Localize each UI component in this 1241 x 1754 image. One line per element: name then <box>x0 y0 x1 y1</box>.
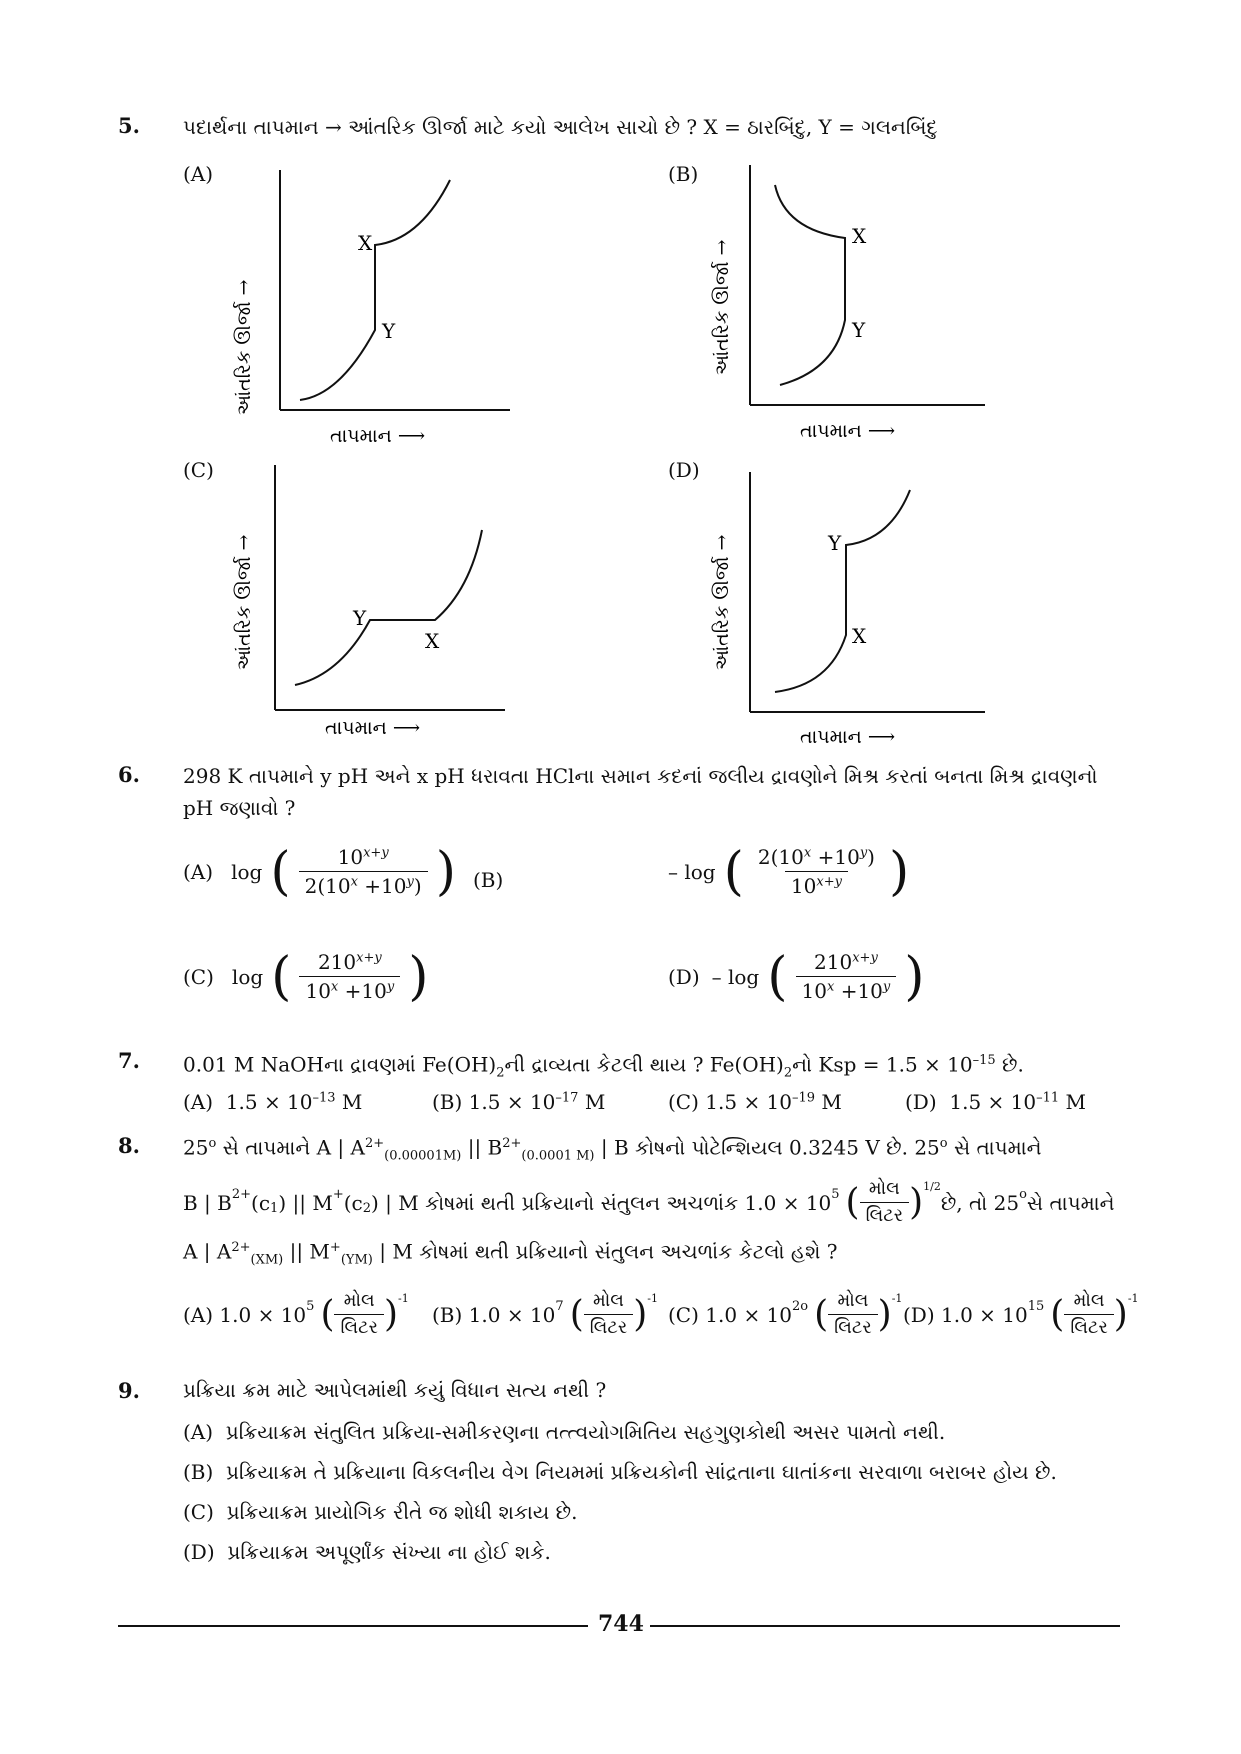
unit-fraction: $\frac{\text{મોલ}}{\text{લિટર}}$ <box>860 1178 909 1227</box>
option-b[interactable]: (B) પ્રક્રિયાક્રમ તે પ્રક્રિયાના વિકલનીય વેગ નિયમમાં પ્રક્રિયકોની સાંદ્રતાના ઘાતાંકના સરવાળા બરાબર હોય છે. <box>183 1460 1057 1484</box>
x-axis-label: તાપમાન ⟶ <box>800 726 896 748</box>
footer-rule-right <box>650 1625 1120 1627</box>
curve <box>300 180 450 400</box>
option-a[interactable]: (A) પ્રક્રિયાક્રમ સંતુલિત પ્રક્રિયા-સમીકરણના તત્ત્વયોગમિતિય સહગુણકોથી અસર પામતો નથી. <box>183 1420 946 1444</box>
curve <box>775 490 910 692</box>
question-text: પદાર્થના તાપમાન → આંતરિક ઊર્જા માટે કયો આલેખ સાચો છે ? X = ઠારબિંદુ, Y = ગલનબિંદુ <box>183 115 938 139</box>
option-b[interactable]: – log ( $\frac{2(10^x +10^y)}{10^{x+y}}$ ) <box>668 841 910 902</box>
option-d[interactable]: (D) પ્રક્રિયાક્રમ અપૂર્ણાંક સંખ્યા ના હોઈ શકે. <box>183 1540 551 1564</box>
y-axis-label: આંતરિક ઊર્જા → <box>233 279 255 415</box>
point-x: X <box>425 629 440 653</box>
point-x: X <box>358 231 373 255</box>
x-axis-label: તાપમાન ⟶ <box>330 425 426 447</box>
question-text: પ્રક્રિયા ક્રમ માટે આપેલમાંથી કયું વિધાન સત્ય નથી ? <box>183 1378 607 1402</box>
option-b[interactable]: (B) $1.5 \times 10^{-17}$ M <box>432 1090 606 1114</box>
footer-rule-left <box>118 1625 588 1627</box>
option-a[interactable]: (A) log ( $\frac{10^{x+y}}{2(10^x +10^y)}$ ) <box>183 841 456 902</box>
option-d[interactable]: (D) – log ( $\frac{210^{x+y}}{10^x +10^y}$ ) <box>668 946 925 1007</box>
point-y: Y <box>828 531 842 555</box>
point-y: Y <box>382 319 396 343</box>
fraction: $\frac{10^{x+y}}{2(10^x +10^y)}$ <box>299 845 428 898</box>
question-text-line1: 298 K તાપમાને y pH અને x pH ધરાવતા HClના સમાન કદનાં જલીય દ્રાવણોને મિશ્ર કરતાં બનતા મિશ્ર દ્રાવણનો <box>183 764 1098 788</box>
option-c[interactable]: (C) log ( $\frac{210^{x+y}}{10^x +10^y}$ ) <box>183 946 429 1007</box>
curve <box>295 530 482 685</box>
page-number: 744 <box>598 1611 644 1637</box>
question-number: 6. <box>118 762 140 787</box>
x-axis-label: તાપમાન ⟶ <box>325 717 421 739</box>
option-c[interactable]: (C) $1.5 \times 10^{-19}$ M <box>668 1090 842 1114</box>
graph-a <box>220 160 540 450</box>
graph-b <box>700 160 1020 450</box>
graph-a-label: (A) <box>183 162 214 186</box>
question-number: 5. <box>118 113 140 138</box>
graph-c <box>220 460 540 745</box>
point-y: Y <box>852 318 866 342</box>
question-text: 0.01 M NaOHના દ્રાવણમાં $Fe(OH)_2ની$ દ્રાવ્યતા કેટલી થાય ? $Fe(OH)_2નો$ Ksp = $1.5 \times 10^{-15}$ છે. <box>183 1052 1024 1081</box>
x-axis-label: તાપમાન ⟶ <box>800 420 896 442</box>
option-b-label[interactable]: (B) <box>473 868 504 892</box>
graph-d-label: (D) <box>668 458 700 482</box>
question-text-line2: B | B $^{2+}$ (c $_1$ ) || M + (c $_2$ ) | M કોષમાં થતી પ્રક્રિયાનો સંતુલન અચળાંક 1.0 × 10 $^5$ ( $\frac{\text{મોલ}}{\text{લિટર}}$ ) $^{1/2}$ છે, તો 25 $^o$ સે તાપમાને <box>183 1178 1115 1226</box>
question-number: 7. <box>118 1048 140 1073</box>
fraction: $\frac{210^{x+y}}{10^x +10^y}$ <box>299 950 400 1003</box>
option-c[interactable]: (C) પ્રક્રિયાક્રમ પ્રાયોગિક રીતે જ શોધી શકાય છે. <box>183 1500 578 1524</box>
option-a[interactable]: (A) $1.5 \times 10^{-13}$ M <box>183 1090 363 1114</box>
question-text-line1: 25$^o$ સે તાપમાને A | $A^{2+}_{(0.00001M)}$ || $B^{2+}_{(0.0001 M)}$ | B કોષનો પોટેન્શિયલ 0.3245 V છે. 25$^o$ સે તાપમાને <box>183 1135 1042 1164</box>
graph-b-label: (B) <box>668 162 699 186</box>
question-number: 8. <box>118 1133 140 1158</box>
question-text-line2: pH જણાવો ? <box>183 796 296 820</box>
option-d[interactable]: (D) 1.0 × 10 $^{15}$ ( $\frac{\text{મોલ}}{\text{લિટર}}$ ) $^{-1}$ <box>903 1290 1139 1338</box>
curve <box>775 185 845 385</box>
fraction: $\frac{2(10^x +10^y)}{10^{x+y}}$ <box>757 845 875 898</box>
option-a[interactable]: (A) 1.0 × 10 $^5$ ( $\frac{\text{મોલ}}{\text{લિટર}}$ ) $^{-1}$ <box>183 1290 409 1338</box>
fraction: $\frac{210^{x+y}}{10^x +10^y}$ <box>796 950 897 1003</box>
point-y: Y <box>353 606 367 630</box>
point-x: X <box>852 624 867 648</box>
y-axis-label: આંતરિક ઊર્જા → <box>233 534 255 670</box>
option-b[interactable]: (B) 1.0 × 10 $^7$ ( $\frac{\text{મોલ}}{\text{લિટર}}$ ) $^{-1}$ <box>432 1290 658 1338</box>
graph-c-label: (C) <box>183 458 214 482</box>
point-x: X <box>852 224 867 248</box>
graph-d <box>700 460 1020 750</box>
option-c[interactable]: (C) 1.0 × 10 $^{2o}$ ( $\frac{\text{મોલ}}{\text{લિટર}}$ ) $^{-1}$ <box>668 1290 903 1338</box>
y-axis-label: આંતરિક ઊર્જા → <box>711 239 733 375</box>
question-number: 9. <box>118 1378 140 1403</box>
option-d[interactable]: (D) $1.5 \times 10^{-11}$ M <box>905 1090 1086 1114</box>
y-axis-label: આંતરિક ઊર્જા → <box>711 534 733 670</box>
question-text-line3: A | $A^{2+}_{(XM)}$ || $M^+_{(YM)}$ | M કોષમાં થતી પ્રક્રિયાનો સંતુલન અચળાંક કેટલો હશે ? <box>183 1239 838 1268</box>
